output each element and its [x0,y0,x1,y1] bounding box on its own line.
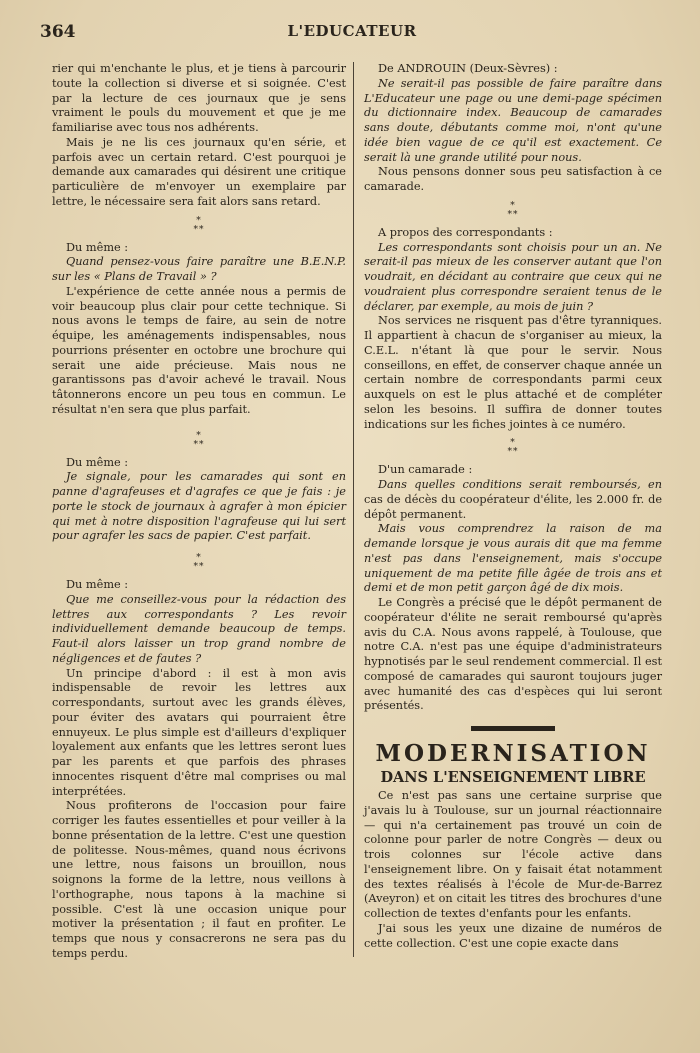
answer-text: Un principe d'abord : il est à mon avis indispensable de revoir les lettres aux correspondants, surtout avec les grands élèves, pour éviter des avatars qui pourraient être ennuyeux. Le plus simple est d'ailleurs d'expliquer loyalement aux enfants que les lettres seront lues par les parents et que parfois des phrases innocentes risquent d'être mal comprises ou mal interprétées. [52,666,346,798]
section-separator: * ** [507,200,519,220]
question-text: Les correspondants sont choisis pour un an. Ne serait-il pas mieux de les conserver autant que l'on voudrait, en décidant au contraire que ceux qui ne voudraient plus correspondre seraient tenus de le déclarer, par exemple, au mois de juin ? [364,240,662,313]
question-rest: cas de décès du coopérateur d'élite, les 2.000 fr. de dépôt permanent. [364,492,662,521]
section-separator: * ** [507,438,519,458]
question-text: Ne serait-il pas possible de faire paraître dans L'Educateur une page ou une demi-page spécimen du dictionnaire index. Beaucoup de camarades sans doute, débutants comme moi, n'ont qu'une idée bien vague de ce qu'il est exactement. Ce serait là une grande utilité pour nous. [364,76,662,164]
question-text: Je signale, pour les camarades qui sont en panne d'agrafeuses et d'agrafes ce que je fais : je porte le stock de journaux à agrafer à mon épicier qui met à notre disposition l'agrafeuse qui lui sert pour agrafer les sacs de papier. C'est parfait. [52,470,346,543]
answer-text: Nos services ne risquent pas d'être tyranniques. Il appartient à chacun de s'organiser au mieux, la C.E.L. n'étant là que pour le servir. Nous conseillons, en effet, de conserver chaque année un certain nombre de correspondants parmi ceux auxquels on est le plus attaché et de compléter selon les besoins. Il suffira de donner toutes indications sur les fiches jointes à ce numéro. [364,314,662,431]
paragraph: rier qui m'enchante le plus, et je tiens à parcourir toute la collection si diverse et si soignée. C'est par la lecture de ces journaux que je sens vraiment le pouls du mouvement et que je me familiarise avec tous nos adhérents. [52,62,346,134]
question-text [364,478,662,522]
answer-text: Nous profiterons de l'occasion pour faire corriger les fautes essentielles et pour veiller à la bonne présentation de la lettre. C'est une question de politesse. Nous-mêmes, quand nous écrivons une lettre, nous faisons un brouillon, nous soignons la forme de la lettre, nous veillons à l'orthographe, nous tapons à la machine si possible. C'est là une occasion unique pour motiver la présentation ; il faut en profiter. Le temps que nous y consacrerons ne sera pas du temps perdu. [52,799,346,960]
right-column [364,62,662,951]
running-title: L'EDUCATEUR [287,22,417,40]
answer-text: Nous pensons donner sous peu satisfaction à ce camarade. [364,165,662,193]
question-italic: Dans quelles conditions serait remboursés, en [378,478,662,491]
paragraph: Ce n'est pas sans une certaine surprise que j'avais lu à Toulouse, sur un journal réactionnaire — qui n'a certainement pas trouvé un coin de colonne pour parler de notre Congrès — deux ou trois colonnes sur l'école active dans l'enseignement libre. On y faisait état notamment des textes réalisés à l'école de Mur-de-Barrez (Aveyron) et on citait les titres des brochures d'une collection de textes d'enfants pour les enfants. [364,789,662,920]
paragraph: Mais je ne lis ces journaux qu'en série, et parfois avec un certain retard. C'est pourquoi je demande aux camarades qui désirent une critique particulière de m'envoyer un exemplaire par lettre, le nécessaire sera fait alors sans retard. [52,135,346,208]
article-subtitle: DANS L'ENSEIGNEMENT LIBRE [380,769,646,786]
left-column [52,62,346,962]
question-text: Que me conseillez-vous pour la rédaction des lettres aux correspondants ? Les revoir individuellement demande beaucoup de temps. Faut-il alors laisser un trop grand nombre de négligences et de fautes ? [52,592,346,665]
section-source: De ANDROUIN (Deux-Sèvres) : [378,62,558,75]
section-source: Du même : [66,240,129,254]
section-source: Du même : [66,455,129,469]
section-source: Du même : [66,578,129,591]
article-title: MODERNISATION [375,740,651,767]
section-separator: * ** [193,215,205,235]
paragraph: J'ai sous les yeux une dizaine de numéros de cette collection. C'est une copie exacte dans [364,921,662,950]
section-separator: * ** [193,430,205,450]
article-rule [471,726,555,731]
question-text: Quand pensez-vous faire paraître une B.E.N.P. sur les « Plans de Travail » ? [52,255,346,283]
section-separator: * ** [193,553,205,572]
section-source: A propos des correspondants : [378,225,553,239]
answer-text: Le Congrès a précisé que le dépôt permanent de coopérateur d'élite ne serait remboursé qu'après avis du C.A. Nous avons rappelé, à Toulouse, que notre C.A. n'est pas une équipe d'administrateurs hypnotisés par le seul rendement commercial. Il est composé de camarades qui sauront toujours juger avec humanité des cas d'espèces qui lui seront présentés. [364,596,662,713]
page-header [40,18,664,48]
page-number: 364 [40,22,76,42]
section-source: D'un camarade : [378,463,473,477]
column-divider [353,62,354,957]
answer-text: L'expérience de cette année nous a permis de voir beaucoup plus clair pour cette technique. Si nous avons le temps de faire, au sein de notre équipe, les aménagements indispensables, nous pourrions présenter en octobre une brochure qui serait une aide précieuse. Mais nous ne garantissons pas d'avoir achevé le travail. Nous tâtonnerons encore un peu tous en commun. Le résultat n'en sera que plus parfait. [52,284,346,416]
question-text: Mais vous comprendrez la raison de ma demande lorsque je vous aurais dit que ma femme n'est pas dans l'enseignement, mais s'occupe uniquement de ma petite fille âgée de trois ans et demi et de mon petit garçon âgé de dix mois. [364,522,662,595]
